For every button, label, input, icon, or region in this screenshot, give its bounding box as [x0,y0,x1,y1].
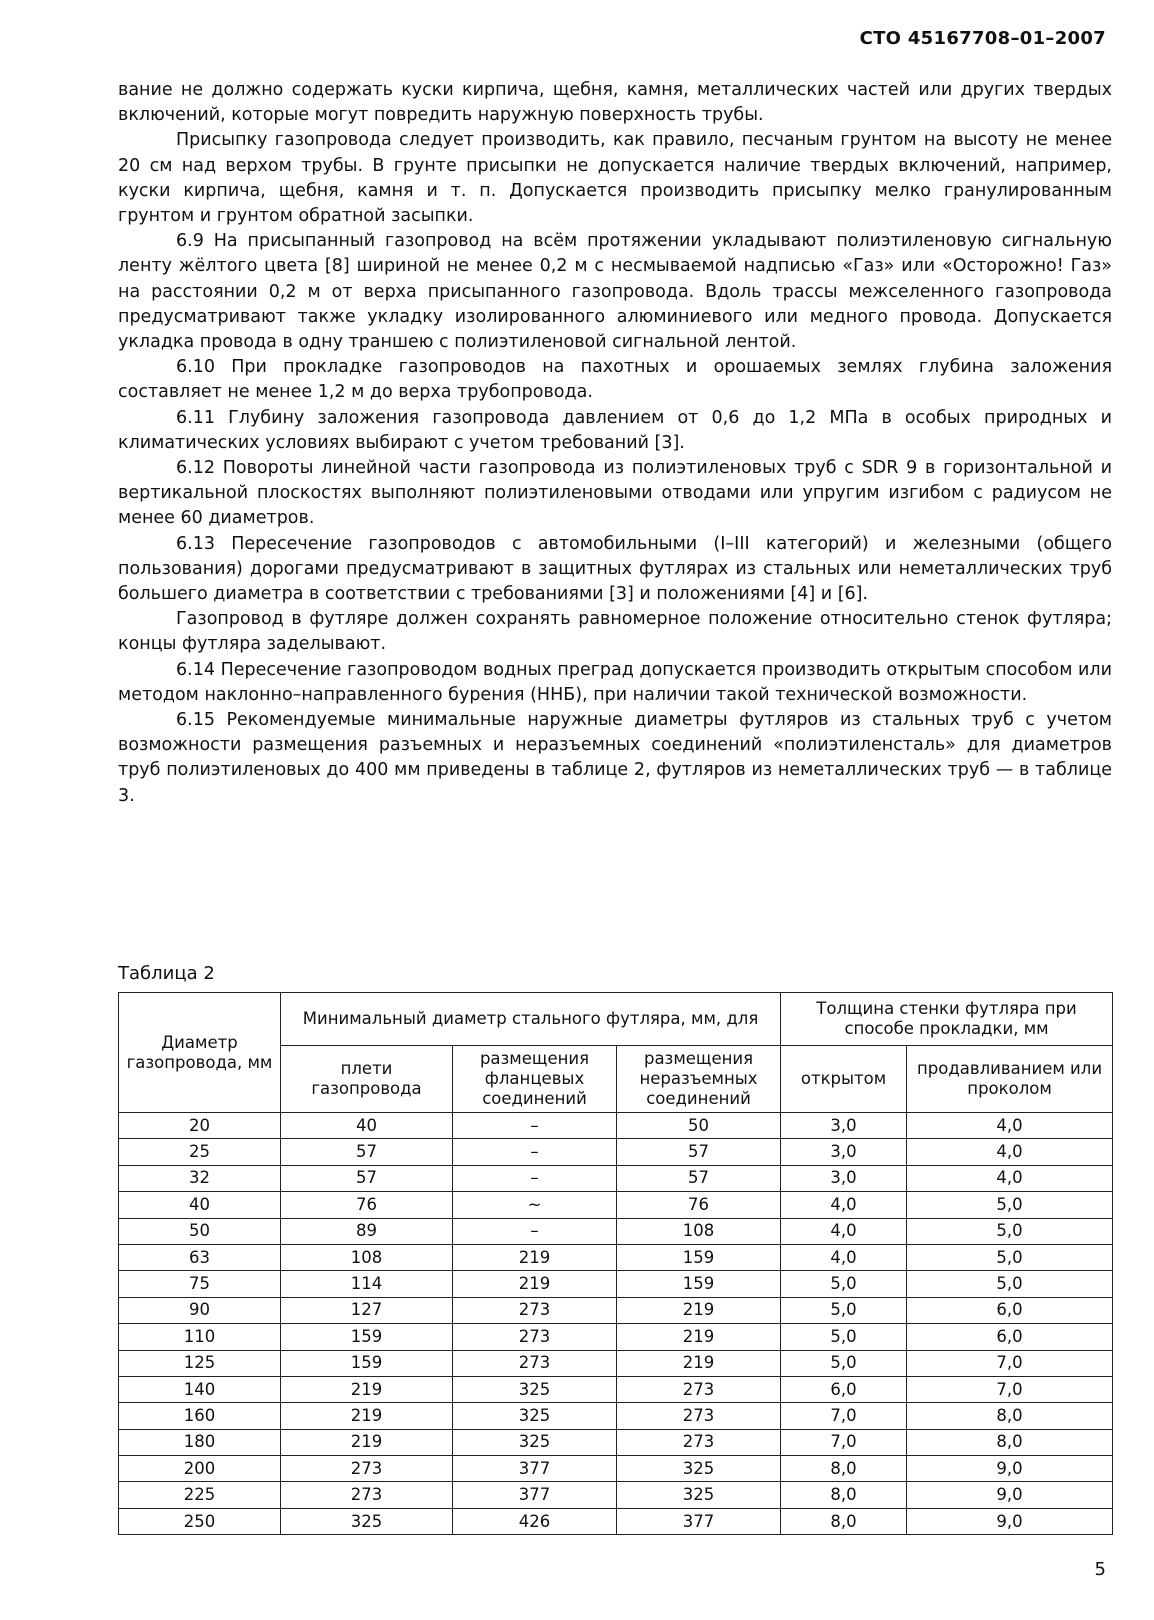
table-cell: 89 [281,1218,453,1244]
table-cell: 9,0 [907,1482,1113,1508]
table-cell: 5,0 [907,1218,1113,1244]
table-row [119,1297,1113,1323]
table-cell: 7,0 [907,1350,1113,1376]
header-push-method: продавливанием или проколом [907,1046,1113,1113]
table-cell: 63 [119,1244,281,1270]
header-pipe-string: плети газопровода [281,1046,453,1113]
table-row [119,1113,1113,1139]
table-row [119,1350,1113,1376]
table-cell: 110 [119,1324,281,1350]
table-cell: 5,0 [907,1244,1113,1270]
table-cell: 219 [453,1271,617,1297]
table-cell: 57 [281,1165,453,1191]
table-cell: 4,0 [907,1139,1113,1165]
table-cell: 5,0 [907,1271,1113,1297]
table-cell: 219 [617,1324,781,1350]
table-cell: 5,0 [781,1350,907,1376]
table-cell: 5,0 [781,1324,907,1350]
table-row [119,1218,1113,1244]
header-wall-thickness-group: Толщина стенки футляра при способе прокладки, мм [781,993,1113,1046]
table-cell: 273 [281,1482,453,1508]
table-cell: 273 [453,1297,617,1323]
table-cell: 114 [281,1271,453,1297]
table-cell: 273 [453,1324,617,1350]
table-cell: 6,0 [907,1324,1113,1350]
table-cell: 4,0 [781,1192,907,1218]
page-number: 5 [1094,1559,1106,1580]
document-code: СТО 45167708–01–2007 [859,28,1106,49]
table-cell: ~ [453,1192,617,1218]
table-cell: – [453,1218,617,1244]
header-flange-joints: размещения фланцевых соединений [453,1046,617,1113]
table-cell: 159 [281,1350,453,1376]
table-row [119,1139,1113,1165]
table-cell: 325 [453,1429,617,1455]
table-cell: 76 [281,1192,453,1218]
table-cell: 8,0 [907,1429,1113,1455]
table-cell: 159 [281,1324,453,1350]
table-cell: 75 [119,1271,281,1297]
table-cell: 25 [119,1139,281,1165]
table-cell: 6,0 [907,1297,1113,1323]
header-min-diameter-group: Минимальный диаметр стального футляра, мм, для [281,993,781,1046]
table-row [119,1403,1113,1429]
table-cell: 5,0 [781,1297,907,1323]
body-text [118,78,1112,809]
table-cell: 159 [617,1244,781,1270]
table-cell: 7,0 [781,1403,907,1429]
table-cell: 426 [453,1508,617,1534]
table-cell: 4,0 [907,1165,1113,1191]
table-cell: 57 [617,1139,781,1165]
table-cell: 3,0 [781,1113,907,1139]
table-cell: 325 [617,1482,781,1508]
table-row [119,1429,1113,1455]
table-cell: 127 [281,1297,453,1323]
paragraph: Газопровод в футляре должен сохранять равномерное положение относительно стенок футляра; концы футляра заделывают. [118,609,1112,655]
table-body [119,1113,1113,1535]
table-cell: 250 [119,1508,281,1534]
table-cell: 219 [281,1403,453,1429]
table-cell: 8,0 [781,1456,907,1482]
table-cell: 5,0 [781,1271,907,1297]
table-cell: 4,0 [781,1244,907,1270]
table-cell: 325 [281,1508,453,1534]
table-cell: 40 [119,1192,281,1218]
header-diameter: Диаметр газопровода, мм [119,993,281,1113]
paragraph: Присыпку газопровода следует производить, как правило, песчаным грунтом на высоту не менее 20 см над верхом трубы. В грунте присыпки не допускается наличие твердых включений, например, куски кирпича, щебня, камня и т. п. Допускается производить присыпку мелко гранулированным грунтом и грунтом обратной засыпки. [118,130,1112,227]
paragraph: 6.14 Пересечение газопроводом водных преград допускается производить открытым способом или методом наклонно–направленного бурения (ННБ), при наличии такой технической возможности. [118,659,1112,705]
table-cell: 140 [119,1376,281,1402]
table-cell: 9,0 [907,1508,1113,1534]
table-cell: 325 [453,1403,617,1429]
table-row [119,1192,1113,1218]
table-cell: 325 [453,1376,617,1402]
paragraph: 6.11 Глубину заложения газопровода давлением от 0,6 до 1,2 МПа в особых природных и климатических условиях выбирают с учетом требований [3]. [118,407,1112,453]
table-cell: – [453,1139,617,1165]
table-cell: 4,0 [781,1218,907,1244]
table-cell: 40 [281,1113,453,1139]
table-row [119,1271,1113,1297]
table-cell: 7,0 [907,1376,1113,1402]
table-cell: 325 [617,1456,781,1482]
table-cell: 377 [453,1482,617,1508]
table-caption: Таблица 2 [118,963,215,984]
table-row [119,1324,1113,1350]
table-cell: 90 [119,1297,281,1323]
table-cell: 200 [119,1456,281,1482]
table-cell: 273 [617,1429,781,1455]
table-cell: 377 [453,1456,617,1482]
table-row [119,1244,1113,1270]
table-cell: 108 [281,1244,453,1270]
table-row [119,1456,1113,1482]
table-row [119,1482,1113,1508]
table-cell: 219 [281,1376,453,1402]
table-row [119,1508,1113,1534]
table-cell: 160 [119,1403,281,1429]
table-cell: 180 [119,1429,281,1455]
table-cell: 273 [617,1403,781,1429]
header-open-method: открытом [781,1046,907,1113]
table-cell: – [453,1165,617,1191]
table-cell: 9,0 [907,1456,1113,1482]
casing-diameter-table [118,992,1113,1535]
paragraph: 6.15 Рекомендуемые минимальные наружные диаметры футляров из стальных труб с учетом возможности размещения разъемных и неразъемных соединений «полиэтиленсталь» для диаметров труб полиэтиленовых до 400 мм приведены в таблице 2, футляров из неметаллических труб — в таблице 3. [118,710,1112,806]
header-fixed-joints: размещения неразъемных соединений [617,1046,781,1113]
table-cell: 219 [617,1297,781,1323]
table-cell: 125 [119,1350,281,1376]
table-cell: 8,0 [781,1508,907,1534]
table-cell: 377 [617,1508,781,1534]
table-cell: 4,0 [907,1113,1113,1139]
table-cell: 6,0 [781,1376,907,1402]
table-cell: 76 [617,1192,781,1218]
paragraph: 6.9 На присыпанный газопровод на всём протяжении укладывают полиэтиленовую сигнальную ленту жёлтого цвета [8] шириной не менее 0,2 м с несмываемой надписью «Газ» или «Осторожно! Газ» на расстоянии 0,2 м от верха присыпанного газопровода. Вдоль трассы межселенного газопровода предусматривают также укладку изолированного алюминиевого или медного провода. Допускается укладка провода в одну траншею с полиэтиленовой сигнальной лентой. [118,231,1112,353]
table-cell: 219 [617,1350,781,1376]
table-cell: 50 [119,1218,281,1244]
table-cell: 3,0 [781,1139,907,1165]
paragraph: 6.12 Повороты линейной части газопровода из полиэтиленовых труб с SDR 9 в горизонтальной и вертикальной плоскостях выполняют полиэтиленовыми отводами или упругим изгибом с радиусом не менее 60 диаметров. [118,458,1112,529]
table-cell: 32 [119,1165,281,1191]
table-cell: 225 [119,1482,281,1508]
table-cell: 273 [281,1456,453,1482]
table-cell: 57 [281,1139,453,1165]
paragraph: 6.13 Пересечение газопроводов с автомобильными (I–III категорий) и железными (общего пользования) дорогами предусматривают в защитных футлярах из стальных или неметаллических труб большего диаметра в соответствии с требованиями [3] и положениями [4] и [6]. [118,533,1112,605]
table-cell: 57 [617,1165,781,1191]
table-cell: 219 [453,1244,617,1270]
table-cell: 8,0 [781,1482,907,1508]
table-cell: 5,0 [907,1192,1113,1218]
paragraph: 6.10 При прокладке газопроводов на пахотных и орошаемых землях глубина заложения составляет не менее 1,2 м до верха трубопровода. [118,357,1112,403]
table-cell: – [453,1113,617,1139]
table-cell: 108 [617,1218,781,1244]
table-row [119,1165,1113,1191]
paragraph: вание не должно содержать куски кирпича, щебня, камня, металлических частей или других твердых включений, которые могут повредить наружную поверхность трубы. [118,80,1112,126]
table-cell: 273 [617,1376,781,1402]
table-cell: 20 [119,1113,281,1139]
table-cell: 50 [617,1113,781,1139]
table-cell: 3,0 [781,1165,907,1191]
table-cell: 219 [281,1429,453,1455]
table-cell: 159 [617,1271,781,1297]
table-cell: 273 [453,1350,617,1376]
table-row [119,1376,1113,1402]
table-cell: 8,0 [907,1403,1113,1429]
table-cell: 7,0 [781,1429,907,1455]
